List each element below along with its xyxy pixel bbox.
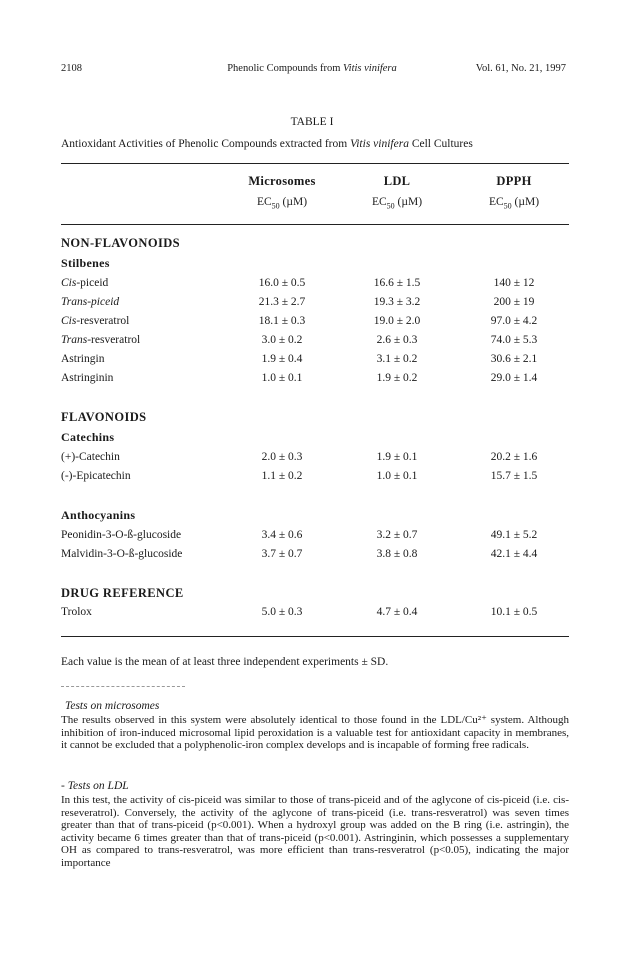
section-separator xyxy=(61,686,185,687)
row-label: Peonidin-3-O-ß-glucoside xyxy=(61,529,182,541)
column-name: Microsomes xyxy=(248,174,316,188)
value-microsomes: 18.1 ± 0.3 xyxy=(258,315,306,327)
value-ldl: 19.3 ± 3.2 xyxy=(373,296,421,308)
row-label: Cis-resveratrol xyxy=(61,315,130,327)
column-header-microsomes xyxy=(227,174,337,210)
table-caption xyxy=(61,138,473,150)
caption-suffix: Cell Cultures xyxy=(411,138,473,150)
value-dpph: 15.7 ± 1.5 xyxy=(490,470,538,482)
value-microsomes: 3.0 ± 0.2 xyxy=(261,334,303,346)
value-microsomes: 3.7 ± 0.7 xyxy=(261,548,303,560)
microsomes-paragraph: The results observed in this system were absolutely identical to those found in the LDL/Cu²⁺ system. Although inhibition of iron-induced microsomal lipid peroxidation is a valuable test for antioxidant capacity in membranes, it cannot be excluded that a polyphenolic-iron complex develops and is incapable of forming free radicals. xyxy=(61,714,569,752)
value-microsomes: 5.0 ± 0.3 xyxy=(261,606,303,618)
value-ldl: 16.6 ± 1.5 xyxy=(373,277,421,289)
table-header-rule xyxy=(61,224,569,225)
table-row xyxy=(61,606,569,624)
column-name: LDL xyxy=(383,174,411,188)
table-row xyxy=(61,334,569,352)
column-header-dpph xyxy=(459,174,569,210)
table-bottom-rule xyxy=(61,636,569,637)
table-top-rule xyxy=(61,163,569,164)
value-microsomes: 1.9 ± 0.4 xyxy=(261,353,303,365)
value-microsomes: 1.0 ± 0.1 xyxy=(261,372,303,384)
value-ldl: 3.1 ± 0.2 xyxy=(376,353,418,365)
microsomes-heading: Tests on microsomes xyxy=(65,700,160,712)
value-ldl: 3.8 ± 0.8 xyxy=(376,548,418,560)
value-ldl: 1.9 ± 0.1 xyxy=(376,451,418,463)
table-title: TABLE I xyxy=(290,116,334,128)
section-non-flavonoids: NON-FLAVONOIDS xyxy=(61,236,181,250)
value-dpph: 29.0 ± 1.4 xyxy=(490,372,538,384)
column-unit: $EC_{50}$ (µM) xyxy=(488,196,540,211)
value-dpph: 20.2 ± 1.6 xyxy=(490,451,538,463)
value-microsomes: 2.0 ± 0.3 xyxy=(261,451,303,463)
caption-species: Vitis vinifera xyxy=(350,138,409,150)
ldl-paragraph: In this test, the activity of cis-piceid was similar to those of trans-piceid and of the aglycone of cis-piceid (i.e. cis-reseveratrol). Conversely, the activity of the aglycone of trans-piceid (i.e. trans-resveratrol) was seven times greater than that of trans-piceid (p<0.001). When a hydroxyl group was added on the B ring (i.e. astringin), the activity became 6 times greater than that of trans-piceid (p<0.001). Astringinin, which possesses a supplementary OH as compared to trans-resveratrol, was more efficient than trans-resveratrol (p<0.05), indicating the major importance xyxy=(61,794,569,869)
value-dpph: 49.1 ± 5.2 xyxy=(490,529,538,541)
table-footnote: Each value is the mean of at least three independent experiments ± SD. xyxy=(61,656,389,668)
value-dpph: 74.0 ± 5.3 xyxy=(490,334,538,346)
table-row xyxy=(61,548,569,566)
value-ldl: 1.9 ± 0.2 xyxy=(376,372,418,384)
caption-prefix: Antioxidant Activities of Phenolic Compounds extracted from xyxy=(61,138,348,150)
table-row xyxy=(61,296,569,314)
value-ldl: 4.7 ± 0.4 xyxy=(376,606,418,618)
column-name: DPPH xyxy=(496,174,532,188)
value-ldl: 19.0 ± 2.0 xyxy=(373,315,421,327)
row-label: Trans-resveratrol xyxy=(61,334,141,346)
value-microsomes: 3.4 ± 0.6 xyxy=(261,529,303,541)
value-dpph: 140 ± 12 xyxy=(493,277,535,289)
value-ldl: 2.6 ± 0.3 xyxy=(376,334,418,346)
value-dpph: 97.0 ± 4.2 xyxy=(490,315,538,327)
row-label: (-)-Epicatechin xyxy=(61,470,131,482)
row-label: Astringin xyxy=(61,353,105,365)
row-label: Trans-piceid xyxy=(61,296,120,308)
row-label: Cis-piceid xyxy=(61,277,109,289)
row-label: Astringinin xyxy=(61,372,114,384)
ldl-heading: - Tests on LDL xyxy=(61,780,129,792)
section-flavonoids: FLAVONOIDS xyxy=(61,410,147,424)
row-label: Trolox xyxy=(61,606,92,618)
value-ldl: 3.2 ± 0.7 xyxy=(376,529,418,541)
column-header-ldl xyxy=(342,174,452,210)
subsection-anthocyanins: Anthocyanins xyxy=(61,508,136,522)
table-row xyxy=(61,353,569,371)
journal-info: Vol. 61, No. 21, 1997 xyxy=(475,63,566,74)
table-row xyxy=(61,470,569,488)
table-row xyxy=(61,315,569,333)
page-number: 2108 xyxy=(61,63,82,74)
row-label: Malvidin-3-O-ß-glucoside xyxy=(61,548,183,560)
running-title-prefix: Phenolic Compounds from xyxy=(227,63,341,74)
section-drug-reference: DRUG REFERENCE xyxy=(61,586,184,600)
value-dpph: 200 ± 19 xyxy=(493,296,535,308)
subsection-stilbenes: Stilbenes xyxy=(61,256,110,270)
running-title-species: Vitis vinifera xyxy=(343,63,397,74)
table-row xyxy=(61,451,569,469)
column-unit: $EC_{50}$ (µM) xyxy=(371,196,423,211)
value-dpph: 10.1 ± 0.5 xyxy=(490,606,538,618)
value-microsomes: 1.1 ± 0.2 xyxy=(261,470,303,482)
value-dpph: 30.6 ± 2.1 xyxy=(490,353,538,365)
table-row xyxy=(61,529,569,547)
row-label: (+)-Catechin xyxy=(61,451,120,463)
table-row xyxy=(61,277,569,295)
value-dpph: 42.1 ± 4.4 xyxy=(490,548,538,560)
value-microsomes: 21.3 ± 2.7 xyxy=(258,296,306,308)
column-unit: $EC_{50}$ (µM) xyxy=(256,196,308,211)
value-microsomes: 16.0 ± 0.5 xyxy=(258,277,306,289)
table-row xyxy=(61,372,569,390)
value-ldl: 1.0 ± 0.1 xyxy=(376,470,418,482)
subsection-catechins: Catechins xyxy=(61,430,115,444)
